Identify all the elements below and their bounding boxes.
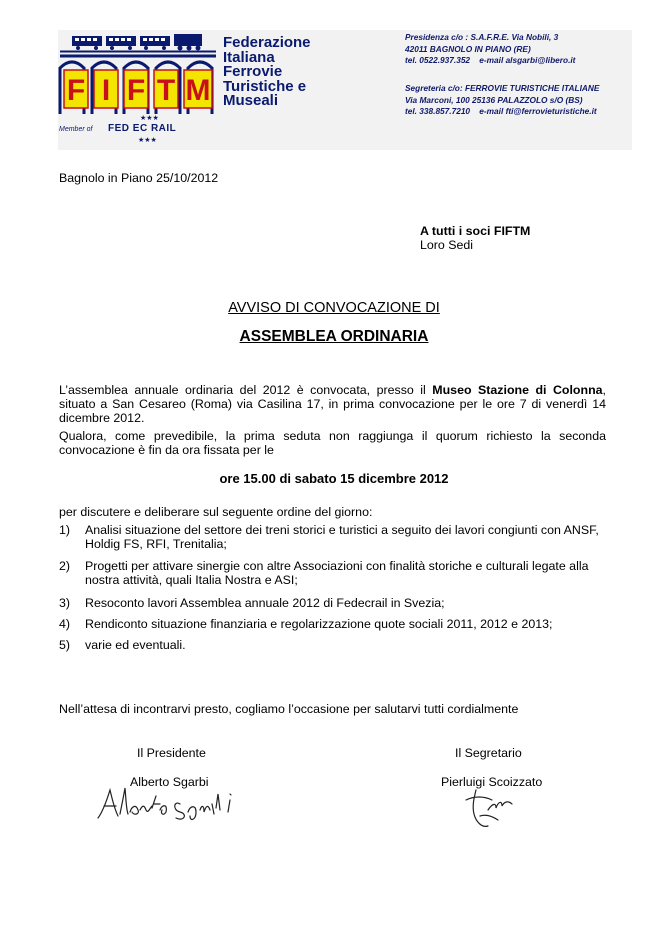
list-item — [59, 523, 614, 559]
list-item-text: Resoconto lavori Assemblea annuale 2012 di Fedecrail in Svezia; — [85, 596, 445, 610]
list-item — [59, 617, 614, 638]
logo-letter-2: I — [101, 74, 111, 107]
list-item-text — [85, 523, 599, 559]
secretary-name: Pierluigi Scoizzato — [441, 775, 543, 789]
org-name-line: Italiana — [223, 48, 275, 66]
org-name-line: Museali — [223, 92, 279, 109]
president-name: Alberto Sgarbi — [130, 775, 209, 789]
second-call-time: ore 15.00 di sabato 15 dicembre 2012 — [219, 471, 449, 486]
logo-letter-5: M — [185, 74, 211, 107]
logo-letter-1: F — [66, 74, 86, 107]
list-item-text-line: Progetti per attivare sinergie con altre Associazioni con finalità storiche e culturali legate alla — [85, 559, 589, 573]
list-item — [59, 596, 614, 617]
list-item-number: 4) — [59, 617, 71, 631]
org-name-line: Ferrovie — [223, 63, 283, 80]
presidenza-block — [405, 32, 575, 67]
presidenza-contacts — [405, 55, 575, 67]
presidenza-address: Presidenza c/o : S.A.F.R.E. Via Nobili, 3 — [405, 32, 559, 42]
secretary-signature — [462, 786, 522, 832]
closing-greeting: Nell’attesa di incontrarvi presto, cogliamo l’occasione per salutarvi tutti cordialmente — [59, 702, 519, 716]
org-name-line: Federazione — [223, 34, 311, 51]
president-title: Il Presidente — [137, 746, 206, 760]
agenda-intro: per discutere e deliberare sul seguente ordine del giorno: — [59, 505, 373, 519]
org-name — [223, 36, 311, 109]
segreteria-email[interactable]: e-mail fti@ferrovieturistiche.it — [479, 106, 597, 117]
segreteria-address: Segreteria c/o: FERROVIE TURISTICHE ITALIANE — [405, 83, 600, 93]
train-icon — [60, 34, 216, 53]
presidenza-city: 42011 BAGNOLO IN PIANO (RE) — [405, 43, 531, 54]
list-item — [59, 559, 614, 596]
list-item — [59, 638, 614, 659]
svg-text:★★★: ★★★ — [140, 114, 159, 122]
fedecrail-logo-text: FED EC RAIL — [108, 123, 177, 134]
notice-subtitle: ASSEMBLEA ORDINARIA — [239, 328, 429, 345]
notice-title: AVVISO DI CONVOCAZIONE DI — [228, 300, 440, 316]
segreteria-city: Via Marconi, 100 25136 PALAZZOLO s/O (BS) — [405, 94, 583, 105]
president-signature — [94, 782, 254, 824]
member-of-label: Member of — [59, 126, 93, 133]
recipient-line2: Loro Sedi — [420, 238, 474, 252]
presidenza-tel: tel. 0522.937.352 — [405, 55, 471, 66]
p1-end: , situato a San Cesareo (Roma) via Casilina 17, in prima convocazione per le ore 7 di venerdì 14 dicembre 2012. — [59, 383, 606, 425]
list-item-text-line: nostra attività, quali Italia Nostra e ASI; — [85, 573, 298, 587]
paragraph-convocation — [59, 383, 606, 425]
list-item-text: varie ed eventuali. — [85, 638, 186, 652]
logo-letter-4: T — [156, 74, 176, 107]
logo-letter-3: F — [126, 74, 146, 107]
recipient-line1: A tutti i soci FIFTM — [420, 224, 531, 238]
list-item-number: 2) — [59, 559, 71, 573]
presidenza-email[interactable]: e-mail alsgarbi@libero.it — [479, 55, 576, 66]
svg-text:★★★: ★★★ — [138, 136, 157, 144]
list-item-number: 5) — [59, 638, 71, 652]
list-item-text — [85, 559, 588, 596]
list-item-text-line: Analisi situazione del settore dei treni storici e turistici a seguito dei lavori congiunti con ANSF, — [85, 523, 599, 537]
secretary-title: Il Segretario — [455, 746, 522, 760]
place-date: Bagnolo in Piano 25/10/2012 — [59, 171, 219, 185]
org-name-line: Turistiche e — [223, 77, 307, 95]
paragraph-second-call: Qualora, come prevedibile, la prima seduta non raggiunga il quorum richiesto la seconda convocazione è fin da ora fissata per le — [59, 429, 606, 457]
segreteria-tel: tel. 338.857.7210 — [405, 106, 471, 117]
p1-start: L’assemblea annuale ordinaria del 2012 è convocata, presso il — [59, 383, 433, 397]
list-item-number: 1) — [59, 523, 71, 537]
agenda-list — [59, 523, 614, 659]
list-item-number: 3) — [59, 596, 71, 610]
list-item-text: Rendiconto situazione finanziaria e regolarizzazione quote sociali 2011, 2012 e 2013; — [85, 617, 553, 631]
venue-name: Museo Stazione di Colonna — [432, 383, 603, 397]
segreteria-contacts — [405, 106, 599, 118]
list-item-text-line: Holdig FS, RFI, Trenitalia; — [85, 537, 227, 551]
segreteria-block — [405, 83, 599, 118]
